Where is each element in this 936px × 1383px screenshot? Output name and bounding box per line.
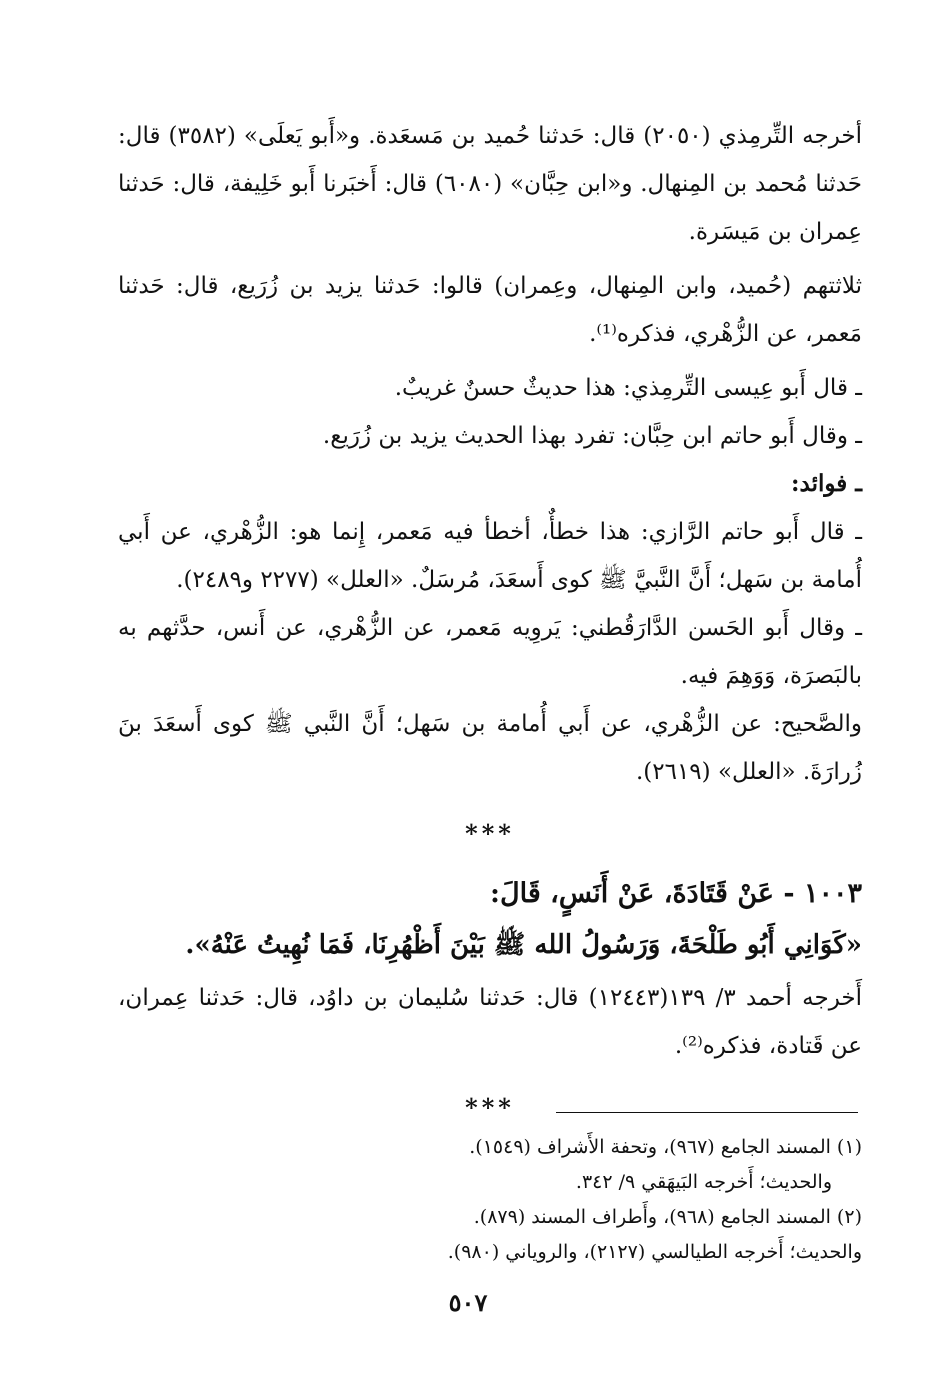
section-separator: *** [465,1093,515,1122]
footnote-2: (٢) المسند الجامع (٩٦٨)، وأَطراف المسند (٨٧٩). [473,1206,862,1228]
note-ibn-hibban: ـ وقال أَبو حاتم ابن حِبَّان: تفرد بهذا الحديث يزيد بن زُرَيع. [322,423,862,449]
paragraph-sahih: والصَّحيح: عن الزُّهْري، عن أَبي أُمامة بن سَهل؛ أَنَّ النَّبي ﷺ كوى أَسعَدَ بنَ زُرارَةَ. «العلل» (٢٦١٩). [118,711,862,785]
note-daraqutni: ـ وقال أَبو الحَسن الدَّارَقُطني: يَروِيه مَعمر، عن الزُّهْري، عن أَنس، حدَّثهم به بالبَصرَة، وَوَهِمَ فيه. [118,615,862,689]
footnotes [118,1130,862,1270]
fawaid-heading: ـ فوائد: [791,470,862,497]
note-tirmidhi: ـ قال أَبو عِيسى التِّرمِذي: هذا حديثٌ حسنٌ غريبٌ. [394,375,862,401]
footnote-2-detail: والحديث؛ أَخرجه الطيالسي (٢١٢٧)، والروياني (٩٨٠). [447,1241,862,1263]
footnote-1-detail: والحديث؛ أَخرجه البَيهَقي ٩/ ٣٤٢. [575,1171,832,1193]
paragraph-takhrij-1: أخرجه التِّرمِذي (٢٠٥٠) قال: حَدثنا حُميد بن مَسعَدة. و«أَبو يَعلَى» (٣٥٨٢) قال: حَدثنا مُحمد بن المِنهال. و«ابن حِبَّان» (٦٠٨٠) قال: أَخبَرنا أَبو خَلِيفة، قال: حَدثنا عِمران بن مَيسَرة. [118,123,862,245]
paragraph-takhrij-3: أَخرجه أحمد ٣/ ١٣٩(١٢٤٤٣) قال: حَدثنا سُليمان بن داوُد، قال: حَدثنا عِمران، عن قَتادة، فذكره⁽²⁾. [118,985,863,1059]
page-number: ٥٠٧ [448,1288,488,1317]
section-separator: *** [465,819,515,848]
hadith-heading: ١٠٠٣ - عَنْ قَتَادَةَ، عَنْ أَنَسٍ، قَالَ: [490,878,862,909]
paragraph-takhrij-2: ثلاثتهم (حُميد، وابن المِنهال، وعِمران) قالوا: حَدثنا يزيد بن زُرَيع، قال: حَدثنا مَعمر، عن الزُّهْري، فذكره⁽¹⁾. [118,273,862,347]
footnote-divider [556,1112,858,1113]
hadith-text: «كَوَانِي أَبُو طَلْحَةَ، وَرَسُولُ الله ﷺ بَيْنَ أَظْهُرِنَا، فَمَا نُهِيتُ عَنْهُ». [185,930,862,960]
main-text [118,112,862,1142]
footnote-1: (١) المسند الجامع (٩٦٧)، وتحفة الأَشراف (١٥٤٩). [469,1136,862,1158]
note-abu-hatim: ـ قال أَبو حاتم الرَّازي: هذا خطأٌ، أخطأ فيه مَعمر، إِنما هو: الزُّهْري، عن أَبي أُمامة بن سَهل؛ أَنَّ النَّبيَّ ﷺ كوى أَسعَدَ، مُرسَلٌ. «العلل» (٢٢٧٧ و٢٤٨٩). [118,519,862,593]
